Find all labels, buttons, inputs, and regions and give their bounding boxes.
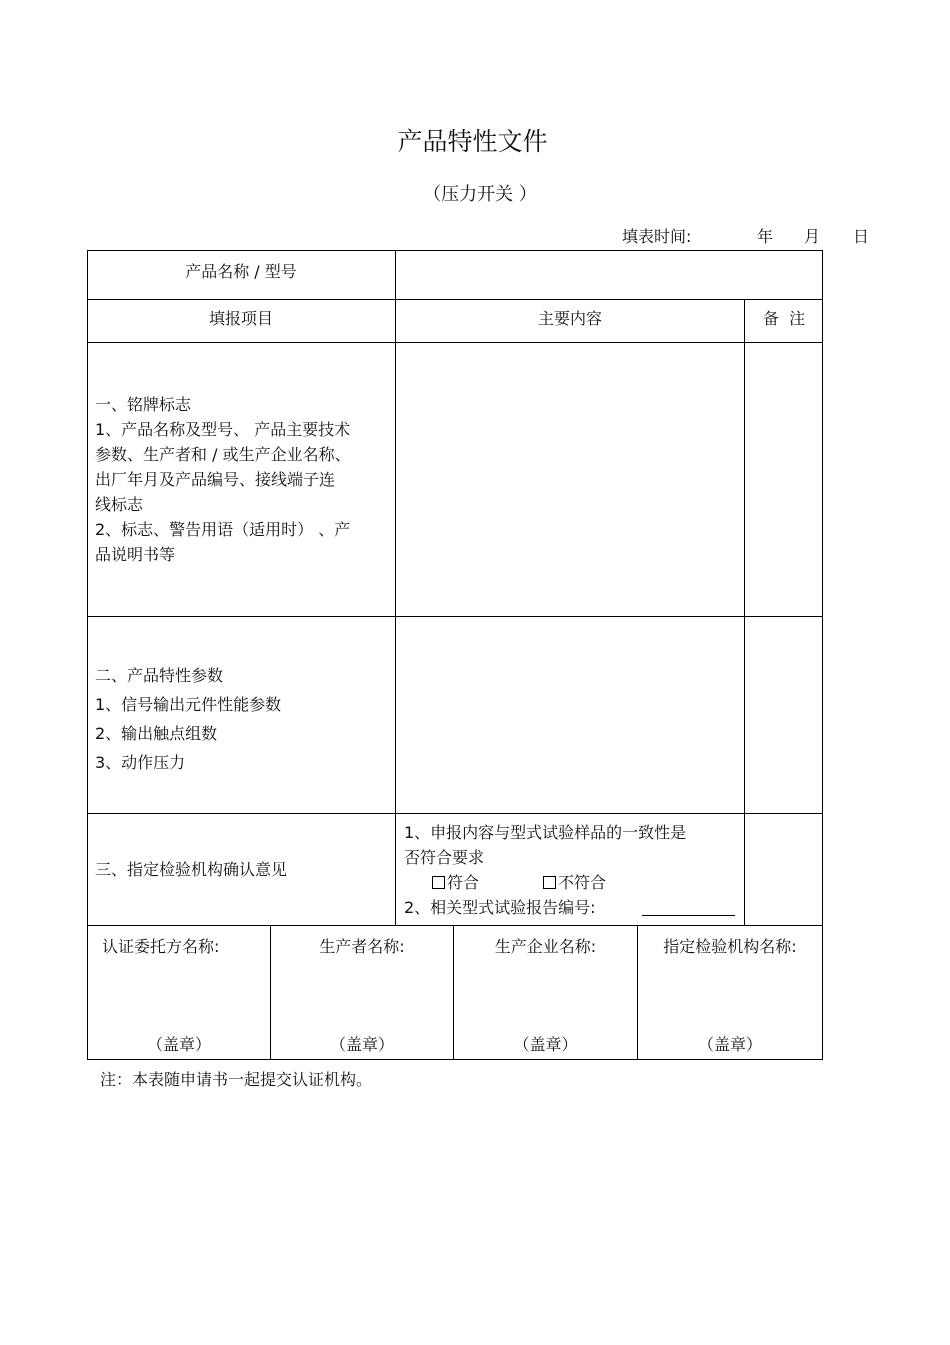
seal-placeholder: （盖章） [146,1035,211,1054]
option-nonconform: 不符合 [558,873,607,892]
signature-row [87,925,823,1060]
signature-label: 认证委托方名称: [102,937,220,956]
signature-client [88,926,271,1059]
fill-date-month: 月 [804,227,821,246]
section3-remark-field[interactable] [745,814,822,925]
product-name-field[interactable] [396,250,822,299]
fill-date [622,224,869,247]
signature-label: 生产企业名称: [494,937,597,956]
section1-line: 出厂年月及产品编号、接线端子连 [95,470,336,489]
signature-producer [271,926,454,1059]
section1-line: 品说明书等 [95,545,176,564]
section1-line: 1、产品名称及型号、 产品主要技术 [95,420,351,439]
header-item: 填报项目 [208,309,273,328]
section1-line: 线标志 [95,495,144,514]
section2-line: 1、信号输出元件性能参数 [95,695,282,714]
consistency-question-cont: 否符合要求 [404,848,485,867]
section2-content-field[interactable] [396,617,744,813]
section1-line: 参数、生产者和 / 或生产企业名称、 [95,445,351,464]
signature-label: 生产者名称: [319,937,405,956]
option-conform: 符合 [447,873,480,892]
document-subtitle: （压力开关 ） [423,184,537,205]
section2-item [95,661,391,777]
fill-date-day: 日 [853,227,870,246]
signature-manufacturer [454,926,638,1059]
report-number-underline[interactable] [642,915,735,916]
section2-title: 二、产品特性参数 [95,666,224,685]
report-number-label: 2、相关型式试验报告编号: [404,898,596,917]
seal-placeholder: （盖章） [513,1035,578,1054]
section2-remark-field[interactable] [745,617,822,813]
document-title: 产品特性文件 [397,127,548,156]
signature-inspection-body [638,926,822,1059]
section1-item [95,392,391,567]
seal-placeholder: （盖章） [329,1035,394,1054]
section1-line: 2、标志、警告用语（适用时） 、产 [95,520,351,539]
section1-remark-field[interactable] [745,343,822,616]
footnote: 注：本表随申请书一起提交认证机构。 [100,1070,373,1089]
section1-content-field[interactable] [396,343,744,616]
header-remark: 备 注 [762,309,806,328]
product-characteristics-table [87,250,823,926]
seal-placeholder: （盖章） [697,1035,762,1054]
section3-title: 三、指定检验机构确认意见 [95,860,288,879]
consistency-question: 1、申报内容与型式试验样品的一致性是 [404,823,687,842]
section3-content [404,820,744,920]
fill-date-year: 年 [757,227,774,246]
section2-line: 3、动作压力 [95,753,186,772]
signature-label: 指定检验机构名称: [663,937,797,956]
fill-date-label: 填表时间: [622,227,692,246]
section2-line: 2、输出触点组数 [95,724,218,743]
product-name-label: 产品名称 / 型号 [185,262,297,281]
section1-title: 一、铭牌标志 [95,395,192,414]
checkbox-nonconform[interactable] [543,876,556,889]
checkbox-conform[interactable] [432,876,445,889]
header-content: 主要内容 [537,309,602,328]
